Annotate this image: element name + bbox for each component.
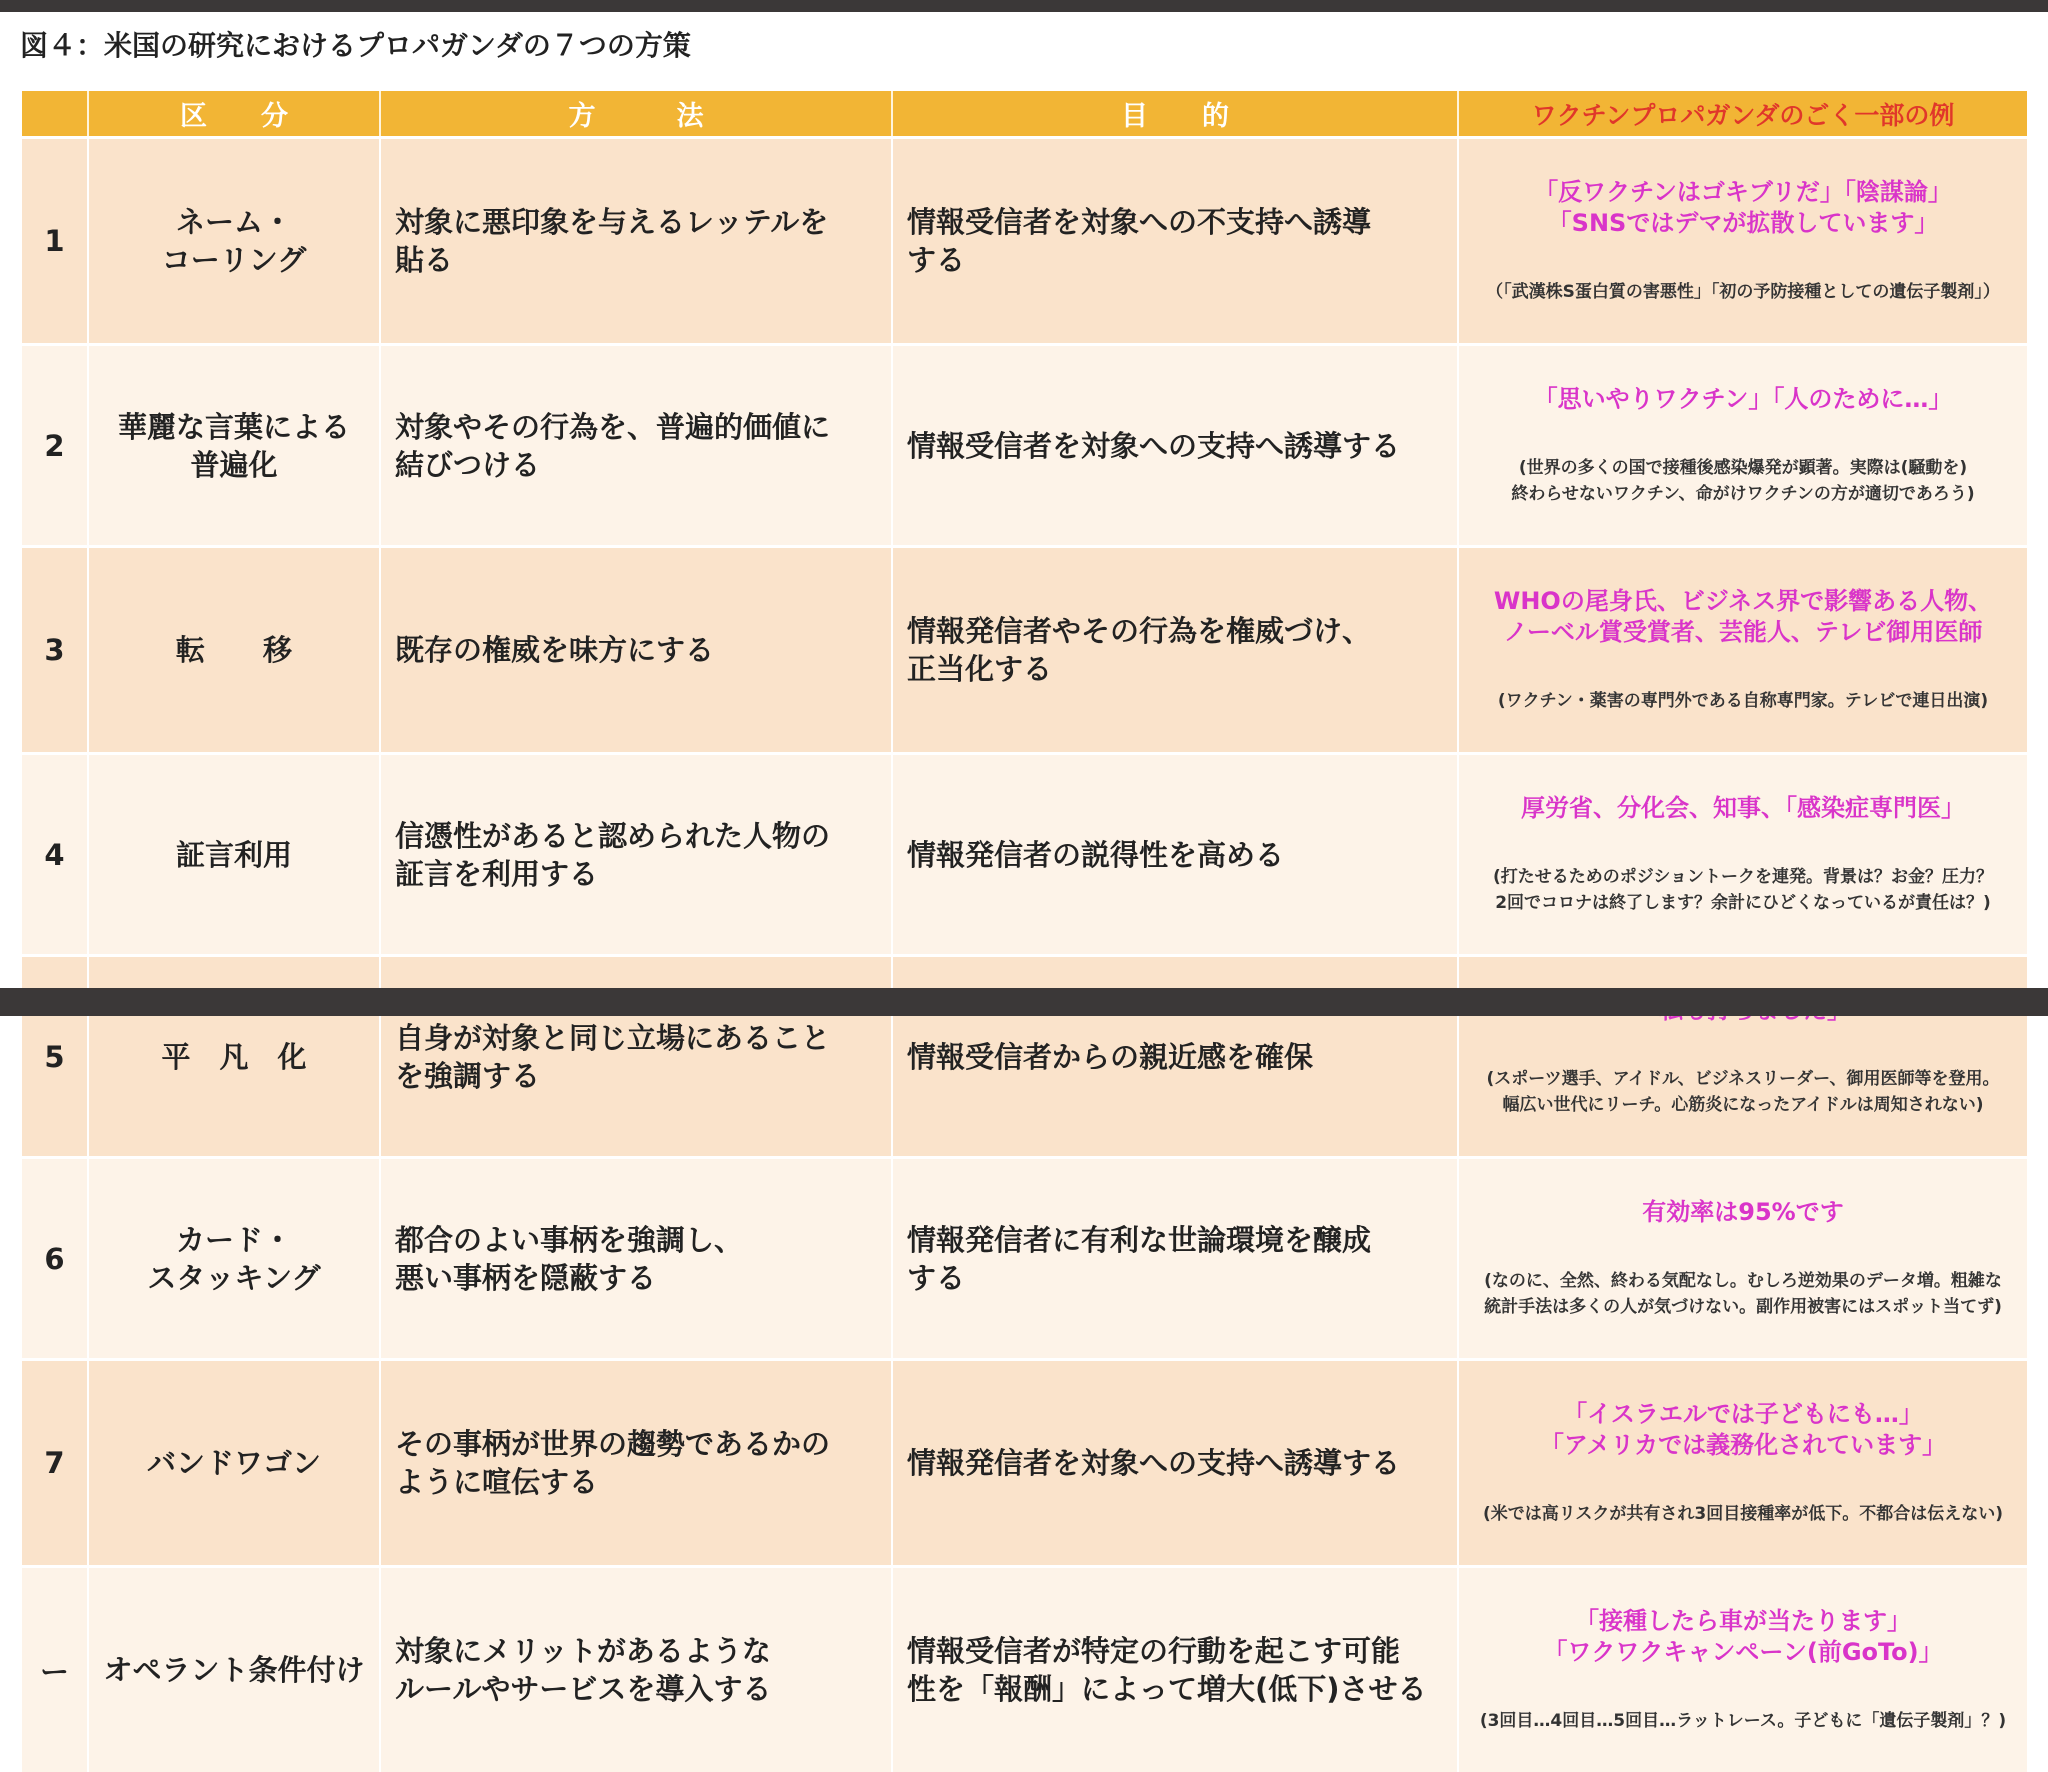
row-category: オペラント条件付け bbox=[88, 1567, 380, 1772]
header-purpose: 目 的 bbox=[892, 91, 1458, 138]
row-example-cell bbox=[1458, 1567, 2027, 1772]
row-purpose: 情報発信者を対象への支持へ誘導する bbox=[892, 1360, 1458, 1567]
row-method: 対象にメリットがあるような ルールやサービスを導入する bbox=[380, 1567, 892, 1772]
table-row bbox=[22, 138, 2027, 345]
figure-title: 図４：米国の研究におけるプロパガンダの７つの方策 bbox=[20, 26, 691, 66]
row-example: WHOの尾身氏、ビジネス界で影響ある人物、 ノーベル賞受賞者、芸能人、テレビ御用医師 bbox=[1459, 586, 2027, 648]
header-example: ワクチンプロパガンダのごく一部の例 bbox=[1458, 91, 2027, 138]
row-example-cell bbox=[1458, 345, 2027, 547]
header-row bbox=[22, 91, 2027, 138]
table-row bbox=[22, 1567, 2027, 1772]
row-method: 対象やその行為を、普遍的価値に 結びつける bbox=[380, 345, 892, 547]
row-purpose: 情報受信者を対象への支持へ誘導する bbox=[892, 345, 1458, 547]
row-example-cell bbox=[1458, 956, 2027, 1158]
row-number: 4 bbox=[22, 754, 88, 956]
row-purpose: 情報発信者やその行為を権威づけ、 正当化する bbox=[892, 547, 1458, 754]
row-number: 1 bbox=[22, 138, 88, 345]
top-band bbox=[0, 0, 2048, 12]
row-number: ー bbox=[22, 1567, 88, 1772]
row-purpose: 情報発信者に有利な世論環境を醸成 する bbox=[892, 1158, 1458, 1360]
bottom-band bbox=[0, 988, 2048, 1016]
row-example-cell bbox=[1458, 754, 2027, 956]
row-number: 3 bbox=[22, 547, 88, 754]
header-number bbox=[22, 91, 88, 138]
table-row bbox=[22, 754, 2027, 956]
propaganda-table bbox=[22, 91, 2027, 1772]
row-example: 有効率は95%です bbox=[1459, 1197, 2027, 1228]
row-example-cell bbox=[1458, 547, 2027, 754]
row-method: その事柄が世界の趨勢であるかの ように喧伝する bbox=[380, 1360, 892, 1567]
row-number: 6 bbox=[22, 1158, 88, 1360]
row-category: 証言利用 bbox=[88, 754, 380, 956]
row-method: 都合のよい事柄を強調し、 悪い事柄を隠蔽する bbox=[380, 1158, 892, 1360]
row-number: 5 bbox=[22, 956, 88, 1158]
row-example: 「思いやりワクチン」「人のために…」 bbox=[1459, 384, 2027, 415]
row-example: 「接種したら車が当たります」 「ワクワクキャンペーン(前GoTo)」 bbox=[1459, 1606, 2027, 1668]
row-example-note: (なのに、全然、終わる気配なし。むしろ逆効果のデータ増。粗雑な 統計手法は多くの人が気づけない。副作用被害にはスポット当てず) bbox=[1459, 1268, 2027, 1320]
row-example: 「反ワクチンはゴキブリだ」「陰謀論」 「SNSではデマが拡散しています」 bbox=[1459, 177, 2027, 239]
table-row bbox=[22, 956, 2027, 1158]
row-purpose: 情報発信者の説得性を高める bbox=[892, 754, 1458, 956]
row-example-note: (打たせるためのポジショントークを連発。背景は？お金？圧力？ 2回でコロナは終了します？余計にひどくなっているが責任は？) bbox=[1459, 864, 2027, 916]
row-example-cell bbox=[1458, 138, 2027, 345]
row-number: 2 bbox=[22, 345, 88, 547]
row-example-note: (米では高リスクが共有され3回目接種率が低下。不都合は伝えない) bbox=[1459, 1501, 2027, 1527]
row-category: 平 凡 化 bbox=[88, 956, 380, 1158]
row-category: バンドワゴン bbox=[88, 1360, 380, 1567]
row-method: 信憑性があると認められた人物の 証言を利用する bbox=[380, 754, 892, 956]
row-category: 転 移 bbox=[88, 547, 380, 754]
row-example-note: (スポーツ選手、アイドル、ビジネスリーダー、御用医師等を登用。 幅広い世代にリーチ。心筋炎になったアイドルは周知されない) bbox=[1459, 1066, 2027, 1118]
row-example-note: (世界の多くの国で接種後感染爆発が顕著。実際は(騒動を) 終わらせないワクチン、命がけワクチンの方が適切であろう) bbox=[1459, 455, 2027, 507]
row-example-note: (ワクチン・薬害の専門外である自称専門家。テレビで連日出演) bbox=[1459, 688, 2027, 714]
header-method: 方 法 bbox=[380, 91, 892, 138]
row-example-note: (3回目…4回目…5回目…ラットレース。子どもに「遺伝子製剤」？) bbox=[1459, 1708, 2027, 1734]
row-example: 「イスラエルでは子どもにも…」 「アメリカでは義務化されています」 bbox=[1459, 1399, 2027, 1461]
row-category: 華麗な言葉による 普遍化 bbox=[88, 345, 380, 547]
row-example: 厚労省、分化会、知事、「感染症専門医」 bbox=[1459, 793, 2027, 824]
row-example-cell bbox=[1458, 1360, 2027, 1567]
row-purpose: 情報受信者が特定の行動を起こす可能 性を「報酬」によって増大(低下)させる bbox=[892, 1567, 1458, 1772]
table-row bbox=[22, 1158, 2027, 1360]
row-method: 自身が対象と同じ立場にあること を強調する bbox=[380, 956, 892, 1158]
table-row bbox=[22, 547, 2027, 754]
row-category: ネーム・ コーリング bbox=[88, 138, 380, 345]
table-row bbox=[22, 1360, 2027, 1567]
row-purpose: 情報受信者からの親近感を確保 bbox=[892, 956, 1458, 1158]
table-row bbox=[22, 345, 2027, 547]
row-method: 対象に悪印象を与えるレッテルを 貼る bbox=[380, 138, 892, 345]
row-method: 既存の権威を味方にする bbox=[380, 547, 892, 754]
header-category: 区 分 bbox=[88, 91, 380, 138]
row-example-cell bbox=[1458, 1158, 2027, 1360]
row-category: カード・ スタッキング bbox=[88, 1158, 380, 1360]
row-example-note: （「武漢株S蛋白質の害悪性」「初の予防接種としての遺伝子製剤」） bbox=[1459, 279, 2027, 305]
row-number: 7 bbox=[22, 1360, 88, 1567]
row-purpose: 情報受信者を対象への不支持へ誘導 する bbox=[892, 138, 1458, 345]
